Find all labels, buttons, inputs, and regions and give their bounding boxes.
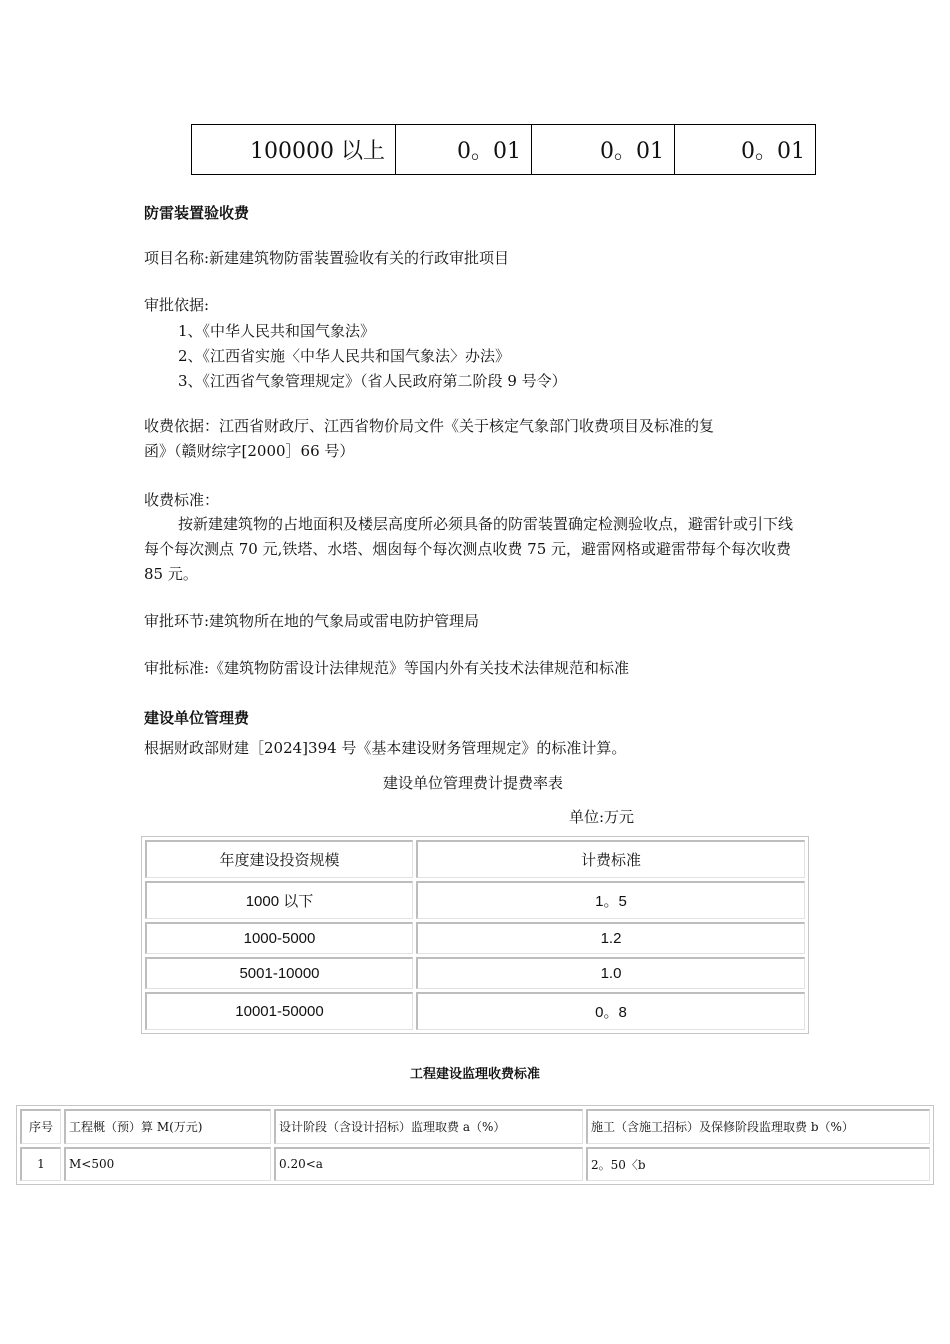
- supervision-table-frame: [16, 1105, 934, 1185]
- table-cell: 2。50〈b: [586, 1147, 930, 1182]
- table-row: [145, 992, 805, 1030]
- table-row: [145, 957, 805, 989]
- table-cell: 0.20<a: [274, 1147, 583, 1182]
- list-item: 2、《江西省实施〈中华人民共和国气象法〉办法》: [178, 347, 511, 365]
- construction-text: 根据财政部财建［2024]394 号《基本建设财务管理规定》的标准计算。: [144, 739, 627, 757]
- top-fee-table: [191, 124, 816, 175]
- table-row: [145, 922, 805, 954]
- fee-basis-line: 函》（赣财综字[2000］66 号）: [144, 442, 355, 460]
- table-cell: 1。5: [416, 881, 805, 919]
- supervision-title: 工程建设监理收费标准: [409, 1067, 540, 1082]
- unit-label: 单位:万元: [569, 808, 635, 826]
- fee-basis: [144, 414, 804, 464]
- basis-label: 审批依据:: [144, 296, 210, 314]
- table-cell: M<500: [64, 1147, 271, 1182]
- table-cell: 100000 以上: [192, 125, 396, 175]
- table-cell: 5001-10000: [145, 957, 413, 989]
- column-header: 计费标准: [416, 840, 805, 878]
- column-header: 年度建设投资规模: [145, 840, 413, 878]
- list-item: 3、《江西省气象管理规定》（省人民政府第二阶段 9 号令）: [178, 372, 567, 390]
- table-cell: 1: [20, 1147, 61, 1182]
- table-header-row: [145, 840, 805, 878]
- supervision-table: [17, 1106, 933, 1184]
- list-item: 1、《中华人民共和国气象法》: [178, 322, 376, 340]
- column-header: 施工（含施工招标）及保修阶段监理取费 b（%）: [586, 1109, 930, 1144]
- table-header-row: [20, 1109, 930, 1144]
- table-cell: 0。8: [416, 992, 805, 1030]
- table-cell: 10001-50000: [145, 992, 413, 1030]
- fee-standard-label: 收费标准：: [144, 491, 220, 509]
- table-row: [20, 1147, 930, 1182]
- table-row: [192, 125, 816, 175]
- project-name: 项目名称:新建建筑物防雷装置验收有关的行政审批项目: [144, 249, 510, 267]
- construction-heading: 建设单位管理费: [144, 709, 250, 727]
- rate-table: [142, 837, 808, 1033]
- approval-standard: 审批标准:《建筑物防雷设计法律规范》等国内外有关技术法律规范和标准: [144, 659, 630, 677]
- fee-basis-line: 收费依据：江西省财政厅、江西省物价局文件《关于核定气象部门收费项目及标准的复: [144, 417, 715, 435]
- table-cell: 0。01: [396, 125, 532, 175]
- column-header: 设计阶段（含设计招标）监理取费 a（%）: [274, 1109, 583, 1144]
- approval-step: 审批环节:建筑物所在地的气象局或雷电防护管理局: [144, 612, 480, 630]
- table-cell: 1000-5000: [145, 922, 413, 954]
- table-cell: 1.0: [416, 957, 805, 989]
- table-cell: 1.2: [416, 922, 805, 954]
- table-cell: 1000 以下: [145, 881, 413, 919]
- table-cell: 0。01: [675, 125, 816, 175]
- column-header: 工程概（预）算 M(万元): [64, 1109, 271, 1144]
- lightning-heading: 防雷装置验收费: [144, 204, 250, 222]
- column-header: 序号: [20, 1109, 61, 1144]
- table-row: [145, 881, 805, 919]
- fee-standard-text: 按新建建筑物的占地面积及楼层高度所必须具备的防雷装置确定检测验收点，避雷针或引下线每个每次测点 70 元,铁塔、水塔、烟囱每个每次测点收费 75 元，避雷网格或避雷带每个每次收费 85 元。: [144, 515, 794, 583]
- table-cell: 0。01: [532, 125, 675, 175]
- rate-table-title: 建设单位管理费计提费率表: [383, 774, 564, 792]
- rate-table-frame: [141, 836, 809, 1034]
